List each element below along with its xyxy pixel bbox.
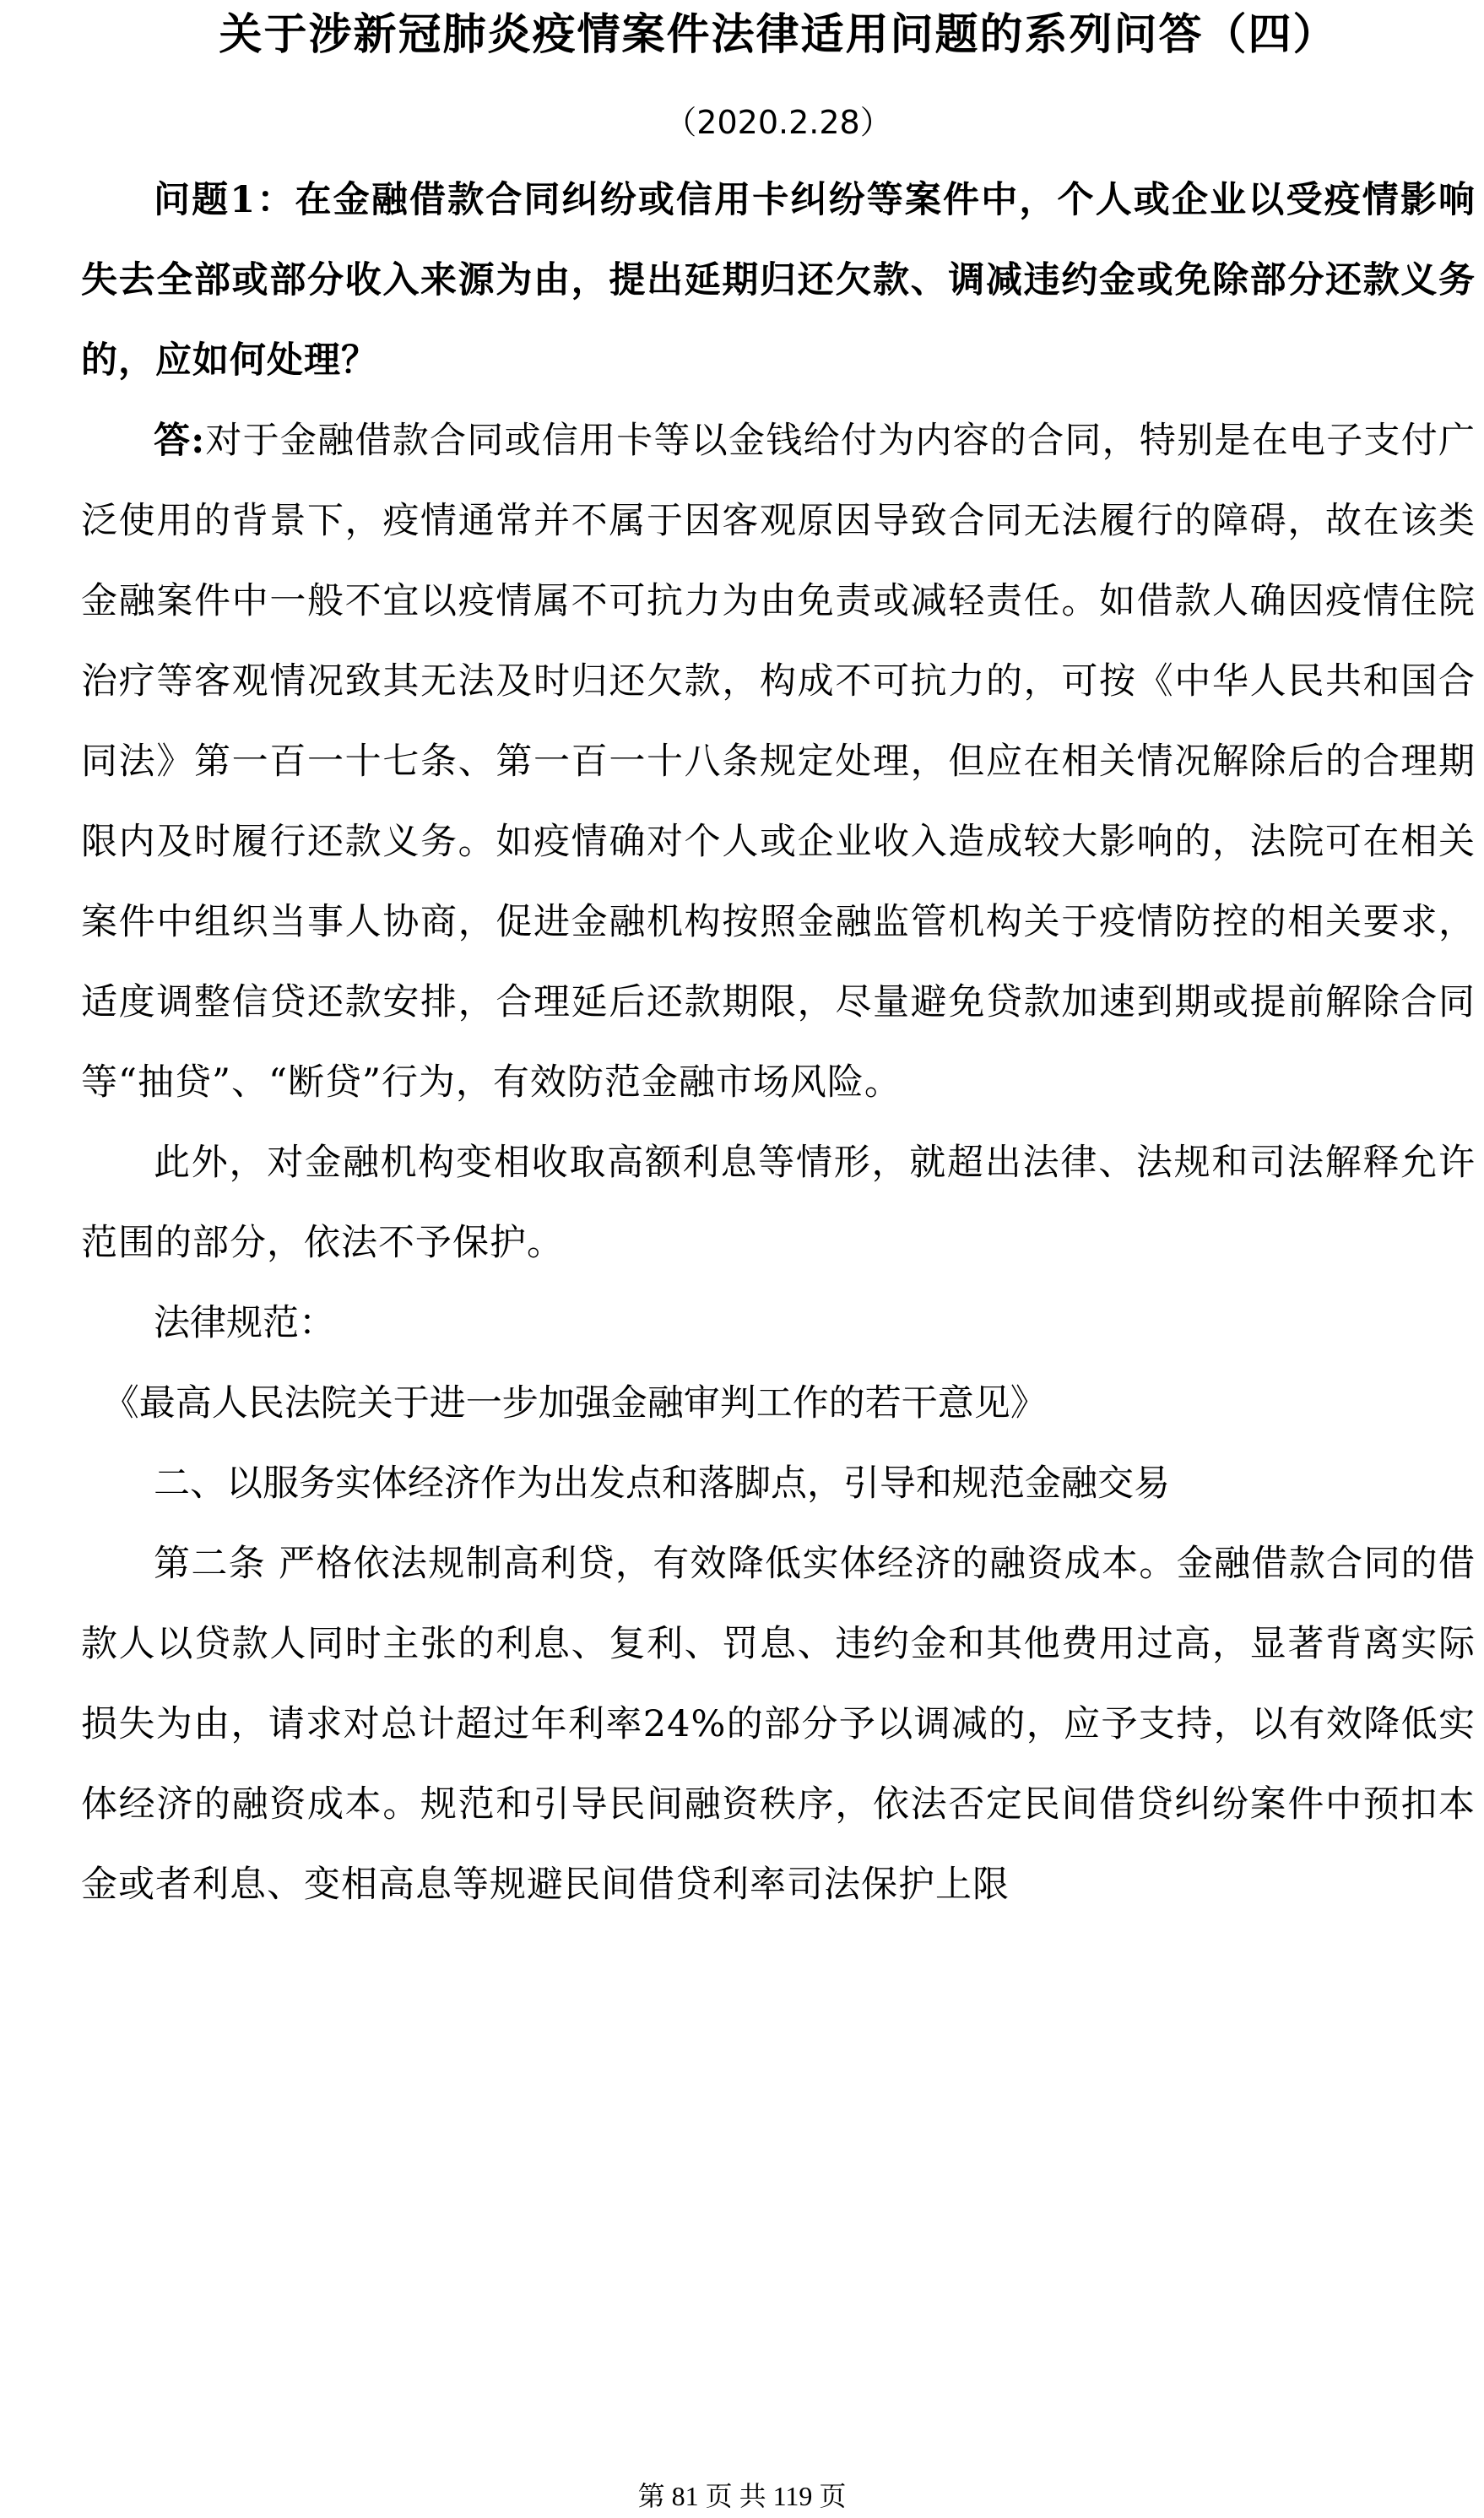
page-number: 第 81 页 共 119 页	[637, 2481, 847, 2511]
document-body	[81, 8, 1476, 1925]
answer-paragraph	[81, 401, 1476, 1123]
question-1: 问题1：在金融借款合同纠纷或信用卡纠纷等案件中，个人或企业以受疫情影响失去全部或部分收入来源为由，提出延期归还欠款、调减违约金或免除部分还款义务的，应如何处理？	[81, 179, 1476, 382]
legal-label: 法律规范：	[154, 1302, 335, 1344]
legal-doc-title: 《最高人民法院关于进一步加强金融审判工作的若干意见》	[102, 1382, 1047, 1425]
article-2: 第二条 严格依法规制高利贷，有效降低实体经济的融资成本。金融借款合同的借款人以贷款人同时主张的利息、复利、罚息、违约金和其他费用过高，显著背离实际损失为由，请求对总计超过年利率24%的部分予以调减的，应予支持，以有效降低实体经济的融资成本。规范和引导民间融资秩序，依法否定民间借贷纠纷案件中预扣本金或者利息、变相高息等规避民间借贷利率司法保护上限	[81, 1543, 1476, 1906]
document-title: 关于涉新冠肺炎疫情案件法律适用问题的系列问答（四）	[219, 9, 1338, 60]
section-heading: 二、以服务实体经济作为出发点和落脚点，引导和规范金融交易	[154, 1463, 1170, 1505]
document-date: （2020.2.28）	[664, 104, 892, 141]
answer-label: 答:	[154, 420, 206, 462]
answer-text: 对于金融借款合同或信用卡等以金钱给付为内容的合同，特别是在电子支付广泛使用的背景下，疫情通常并不属于因客观原因导致合同无法履行的障碍，故在该类金融案件中一般不宜以疫情属不可抗力为由免责或减轻责任。如借款人确因疫情住院治疗等客观情况致其无法及时归还欠款，构成不可抗力的，可按《中华人民共和国合同法》第一百一十七条、第一百一十八条规定处理，但应在相关情况解除后的合理期限内及时履行还款义务。如疫情确对个人或企业收入造成较大影响的，法院可在相关案件中组织当事人协商，促进金融机构按照金融监管机构关于疫情防控的相关要求，适度调整信贷还款安排，合理延后还款期限，尽量避免贷款加速到期或提前解除合同等“抽贷”、“断贷”行为，有效防范金融市场风险。	[81, 420, 1476, 1104]
paragraph-2: 此外，对金融机构变相收取高额利息等情形，就超出法律、法规和司法解释允许范围的部分，依法不予保护。	[81, 1142, 1476, 1264]
